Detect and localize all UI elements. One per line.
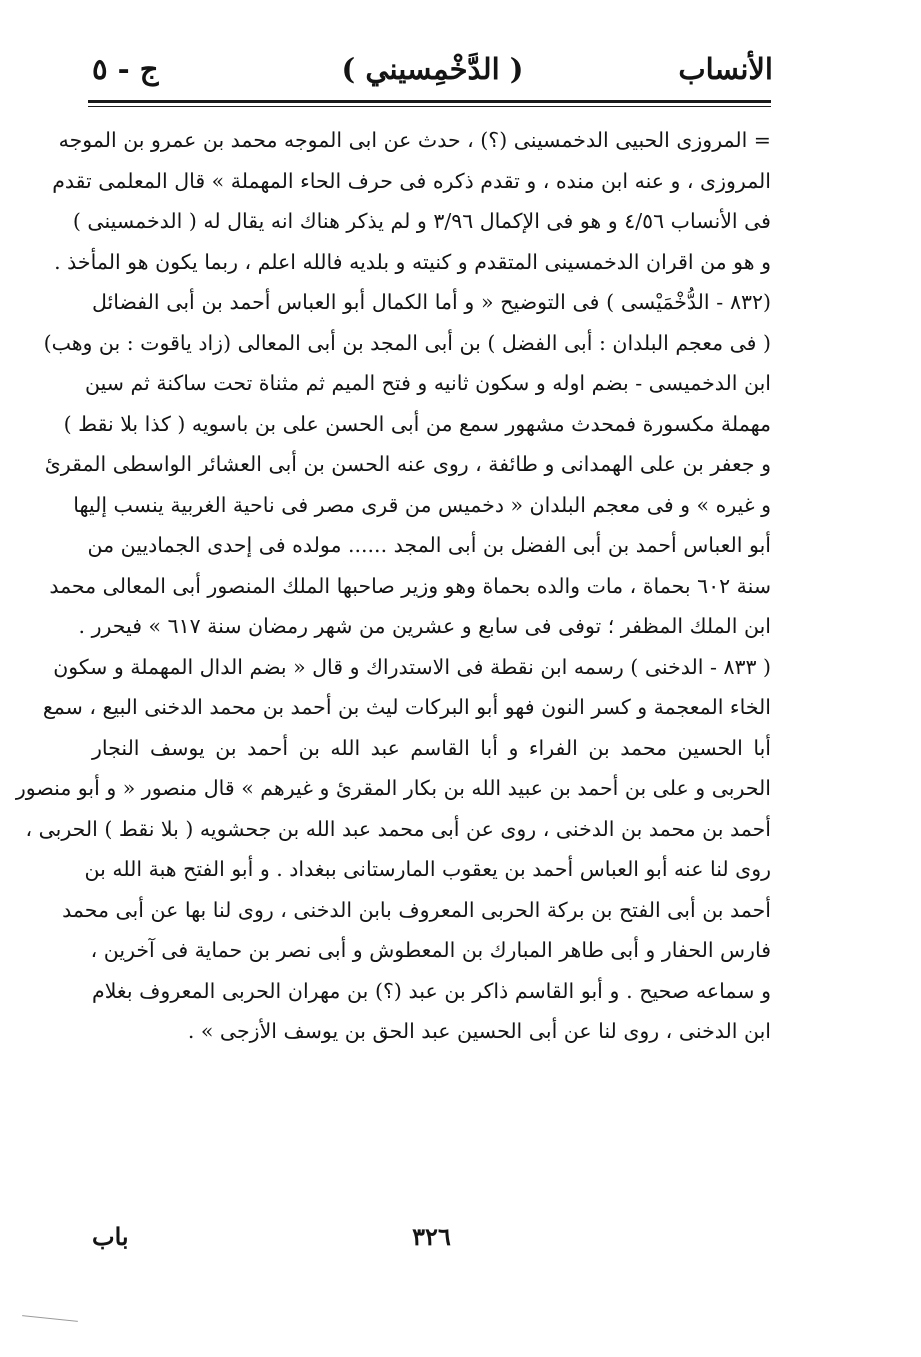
- text-line: روى لنا عنه أبو العباس أحمد بن يعقوب المارستانى ببغداد . و أبو الفتح هبة الله بن: [84, 857, 771, 881]
- pencil-mark: [22, 1315, 78, 1322]
- text-line: أبا الحسين محمد بن الفراء و أبا القاسم عبد الله بن أحمد بن يوسف النجار: [92, 735, 771, 760]
- text-line: و غيره » و فى معجم البلدان « دخميس من قرى مصر فى ناحية الغربية ينسب إليها: [73, 492, 771, 517]
- text-line: = المروزى الحبيى الدخمسينى (؟) ، حدث عن ابى الموجه محمد بن عمرو بن الموجه: [58, 128, 771, 152]
- text-line: ابن الدخميسى - بضم اوله و سكون ثانيه و فتح الميم ثم مثناة تحت ساكنة ثم سين: [85, 371, 771, 395]
- body-text: [15, 120, 771, 1052]
- catchword: باب: [92, 1222, 129, 1251]
- text-line: ( ٨٣٣ - الدخنى ) رسمه ابن نقطة فى الاستدراك و قال « بضم الدال المهملة و سكون: [53, 654, 771, 679]
- text-line: أحمد بن أبى الفتح بن بركة الحربى المعروف بابن الدخنى ، روى لنا بها عن أبى محمد: [62, 897, 771, 922]
- header-rule-thin: [88, 106, 771, 107]
- text-line: سنة ٦٠٢ بحماة ، مات والده بحماة وهو وزير صاحبها الملك المنصور أبى المعالى محمد: [49, 573, 771, 598]
- header-rule-thick: [88, 100, 771, 103]
- page-number: ٣٢٦: [412, 1222, 451, 1251]
- text-line: أبو العباس أحمد بن أبى الفضل بن أبى المجد ...... مولده فى إحدى الجماديين من: [87, 533, 771, 557]
- book-title: الأنساب: [678, 52, 773, 86]
- text-line: فارس الحفار و أبى طاهر المبارك بن المعطوش و أبى نصر بن حماية فى آخرين ،: [90, 938, 771, 962]
- text-line: ابن الدخنى ، روى لنا عن أبى الحسين عبد الحق بن يوسف الأزجى » .: [187, 1019, 771, 1043]
- text-line: و هو من اقران الدخمسينى المتقدم و كنيته و بلديه فالله اعلم ، ربما يكون هو المأخذ .: [54, 249, 771, 274]
- entry-title: ( الدَّخْمِسيني ): [341, 52, 524, 86]
- text-line: و سماعه صحيح . و أبو القاسم ذاكر بن عبد (؟) بن مهران الحربى المعروف بغلام: [92, 978, 771, 1003]
- text-line: ابن الملك المظفر ؛ توفى فى سابع و عشرين من شهر رمضان سنة ٦١٧ » فيحرر .: [78, 614, 771, 638]
- text-line: مهملة مكسورة فمحدث مشهور سمع من أبى الحسن على بن باسويه ( كذا بلا نقط ): [63, 411, 771, 436]
- running-header: [92, 52, 773, 98]
- volume-label: ج - ٥: [92, 52, 159, 86]
- page-footer: [92, 1222, 771, 1262]
- text-line: ( فى معجم البلدان : أبى الفضل ) بن أبى المجد بن أبى المعالى (زاد ياقوت : بن وهب): [43, 330, 771, 355]
- text-line: أحمد بن محمد بن الدخنى ، روى عن أبى محمد عبد الله بن جحشويه ( بلا نقط ) الحربى ،: [25, 816, 771, 841]
- text-line: الخاء المعجمة و كسر النون فهو أبو البركات ليث بن أحمد بن محمد الدخنى البيع ، سمع: [42, 695, 771, 719]
- text-line: و جعفر بن على الهمدانى و طائفة ، روى عنه الحسن بن أبى العشائر الواسطى المقرئ: [44, 452, 771, 476]
- text-line: المروزى ، و عنه ابن منده ، و تقدم ذكره فى حرف الحاء المهملة » قال المعلمى تقدم: [52, 168, 771, 193]
- text-line: (٨٣٢ - الدُّخْمَيْسى ) فى التوضيح « و أما الكمال أبو العباس أحمد بن أبى الفضائل: [92, 290, 771, 314]
- text-line: فى الأنساب ٤/٥٦ و هو فى الإكمال ٣/٩٦ و لم يذكر هناك انه يقال له ( الدخمسينى ): [72, 209, 771, 233]
- text-line: الحربى و على بن أحمد بن عبيد الله بن بكار المقرئ و غيرهم » قال منصور « و أبو منصور: [15, 776, 771, 800]
